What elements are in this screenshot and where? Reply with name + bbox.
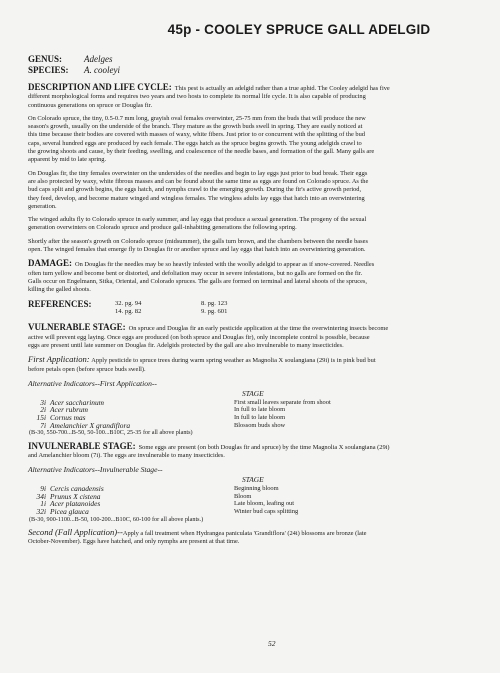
references-heading: REFERENCES: (28, 298, 92, 309)
indicator-number: 9i (40, 484, 46, 494)
vulnerable-line: active will prevent egg laying. Once eggs are produced (on both spruce and Douglas fir), only incomplete control is possible, because (28, 333, 370, 341)
indicator-plant: Cercis canadensis (50, 484, 104, 494)
paragraph-line: The winged adults fly to Colorado spruce in early summer, and lay eggs that produce a sexual generation. The progeny of the sexual (28, 216, 367, 224)
indicator-row (28, 500, 500, 508)
first-application-paragraph (28, 355, 500, 374)
indicator-number: 3i (40, 397, 46, 407)
indicator-stage: Late bloom, leafing out (234, 500, 294, 508)
vulnerable-stage-paragraph (28, 323, 500, 350)
genus-value: Adelges (84, 54, 113, 64)
winged-adults-paragraph (28, 216, 500, 233)
paragraph-line: generation overwinters on Colorado spruce and produce gall-inhabiting generations the following spring. (28, 224, 297, 232)
reference-item: 14. pg. 82 (115, 307, 142, 315)
vulnerable-stage-heading: VULNERABLE STAGE: (28, 322, 126, 333)
species-label: SPECIES: (28, 65, 69, 75)
indicator-number: 32i (36, 506, 46, 516)
alt-indicators-invulnerable-title: Alternative Indicators--Invulnerable Stage-- (28, 465, 163, 475)
indicator-plant: Amelanchier X grandiflora (50, 420, 131, 430)
second-application-line: Apply a fall treatment when Hydrangea paniculata 'Grandiflora' (24i) blossoms are bronze (late (122, 529, 367, 537)
reference-item: 9. pg. 601 (201, 307, 228, 315)
genus-label: GENUS: (28, 54, 63, 64)
first-application-line: before petals open (before spruce buds swell). (28, 365, 146, 373)
midsummer-paragraph (28, 238, 500, 255)
paragraph-line: generation. (28, 202, 57, 210)
invulnerable-stage-paragraph (28, 442, 500, 461)
description-heading: DESCRIPTION AND LIFE CYCLE: (28, 82, 172, 92)
damage-heading: DAMAGE: (28, 258, 72, 269)
indicator-stage: Blossom buds show (234, 421, 286, 429)
indicator-stage: Bloom (234, 492, 252, 500)
indicator-plant: Acer platanoides (50, 499, 101, 509)
indicator-row (28, 406, 500, 414)
indicator-stage: Beginning bloom (234, 485, 279, 493)
reference-item: 32. pg. 94 (115, 299, 142, 307)
description-line: This pest is actually an adelgid rather than a true aphid. The Cooley adelgid has five (174, 85, 390, 92)
reference-item: 8. pg. 123 (201, 299, 228, 307)
alt-indicators-first-table (28, 399, 500, 429)
taxonomy-block (28, 54, 500, 76)
paragraph-line: caps, several hundred eggs are produced by each female. The eggs hatch as the spruce begins growth. The young adelgids crawl to (28, 139, 362, 147)
indicator-number: 34i (36, 491, 46, 501)
indicator-stage: In full to late bloom (234, 406, 286, 414)
paragraph-line: open. The winged females that emerge fly to Douglas fir or another spruce and lay eggs that hatch into an overwintering generation. (28, 246, 366, 254)
indicator-row (28, 399, 500, 407)
vulnerable-line: On spruce and Douglas fir an early pesticide application at the time the overwintering insects become (128, 325, 389, 333)
first-application-heading: First Application: (28, 354, 90, 365)
description-line: continuous generations on spruce or Douglas fir. (28, 101, 153, 109)
description-paragraph (28, 83, 500, 110)
description-line: different morphological forms and requires two years and two hosts to complete its normal life cycle. It is also capable of producing (28, 93, 366, 101)
indicator-row (28, 422, 500, 430)
indicator-plant: Cornus mas (50, 413, 86, 423)
indicator-number: 15i (36, 413, 46, 423)
paragraph-line: Shortly after the season's growth on Colorado spruce (midsummer), the galls turn brown, and the chambers between the needle bases (28, 237, 368, 245)
page-number: 52 (268, 639, 276, 648)
paragraph-line: they feed, develop, and become mature winged and wingless females. The wingless adults lay eggs that hatch into an overwintering (28, 194, 365, 202)
alt-indicators-first-title: Alternative Indicators--First Application-- (28, 378, 157, 388)
indicator-row (28, 508, 500, 516)
second-application-heading: Second (Fall Application)-- (28, 526, 123, 537)
stage-column-label: STAGE (242, 475, 264, 485)
damage-line: Galls occur on Engelmann, Sitka, Oriental, and Colorado spruces. The galls are formed on terminal and lateral shoots of the spruces, (28, 277, 368, 285)
douglas-fir-paragraph (28, 170, 500, 211)
indicator-number: 2i (40, 405, 46, 415)
paragraph-line: apparent by mid to late spring. (28, 156, 107, 164)
indicator-number: 7i (40, 420, 46, 430)
indicator-number: 1i (40, 499, 46, 509)
damage-line: On Douglas fir the needles may be so heavily infested with the woolly adelgid to appear as if snow-covered. Needles (75, 261, 375, 269)
damage-line: killing the galled shoots. (28, 286, 91, 294)
paragraph-line: bud caps split and growth begins, the eggs hatch, and nymphs crawl to the emerging growth. During the fir's active growth period, (28, 186, 362, 194)
damage-line: often turn yellow and become bent or distorted, and defoliation may occur in severe infestations, but no galls are formed on the fir. (28, 269, 363, 277)
indicator-plant: Prunus X cistena (50, 491, 101, 501)
second-application-line: October-November). Eggs have hatched, and only nymphs are present at that time. (28, 538, 240, 546)
invulnerable-line: Some eggs are present (on both Douglas fir and spruce) by the time Magnolia X soulangiana (29i) (138, 443, 390, 451)
indicator-plant: Acer rubrum (50, 405, 88, 415)
indicator-stage: In full to late bloom (234, 414, 286, 422)
stage-column-label: STAGE (242, 388, 264, 398)
spruce-lifecycle-paragraph (28, 115, 500, 165)
paragraph-line: are also protected by waxy, white fibrous masses and can be found about the same time as eggs are found on Colorado spruce. As the (28, 177, 369, 185)
paragraph-line: the growing shoots and cause, by their feeding, swelling, and coalescence of the needle bases, and formation of the gall. Many galls are (28, 148, 375, 156)
alt-indicators-first-note: (B-30, 550-700...B-50, 50-100...B10C, 25-35 for all above plants) (29, 429, 193, 437)
invulnerable-line: and Amelanchier bloom (7i). The eggs are invulnerable to many insecticides. (28, 451, 225, 459)
alt-indicators-invulnerable-note: (B-30, 900-1100...B-50, 100-200...B10C, 60-100 for all above plants.) (29, 515, 204, 523)
indicator-plant: Acer saccharinum (50, 397, 104, 407)
page-title: 45p - COOLEY SPRUCE GALL ADELGID (167, 22, 431, 37)
vulnerable-line: eggs are present until late summer on Douglas fir. Adelgids protected by the gall are also invulnerable to many insecticides. (28, 341, 344, 349)
alt-indicators-invulnerable-table (28, 485, 500, 515)
first-application-line: Apply pesticide to spruce trees during warm spring weather as Magnolia X soulangiana (29i) is in pink bud but (91, 357, 376, 365)
indicator-stage: First small leaves separate from shoot (234, 398, 331, 406)
indicator-stage: Winter bud caps splitting (234, 507, 299, 515)
paragraph-line: this time because their bodies are covered with masses of waxy, white fibers. Just prior to or concurrent with the splitting of the bud (28, 131, 365, 139)
second-application-paragraph (28, 528, 500, 547)
references-block (28, 300, 500, 317)
paragraph-line: season's growth, usually on the underside of the branch. They mature as the growth buds swell in spring. They are easily noticed at (28, 123, 363, 131)
indicator-plant: Picea glauca (50, 506, 89, 516)
paragraph-line: On Douglas fir, the tiny females overwinter on the undersides of the needles and begin to lay eggs just prior to bud break. Their eggs (28, 169, 368, 177)
species-value: A. cooleyi (84, 65, 120, 75)
invulnerable-stage-heading: INVULNERABLE STAGE: (28, 440, 136, 451)
damage-paragraph (28, 259, 500, 294)
paragraph-line: On Colorado spruce, the tiny, 0.5-0.7 mm long, grayish oval females overwinter, 25-75 mm from the buds that will produce the new (28, 114, 366, 122)
